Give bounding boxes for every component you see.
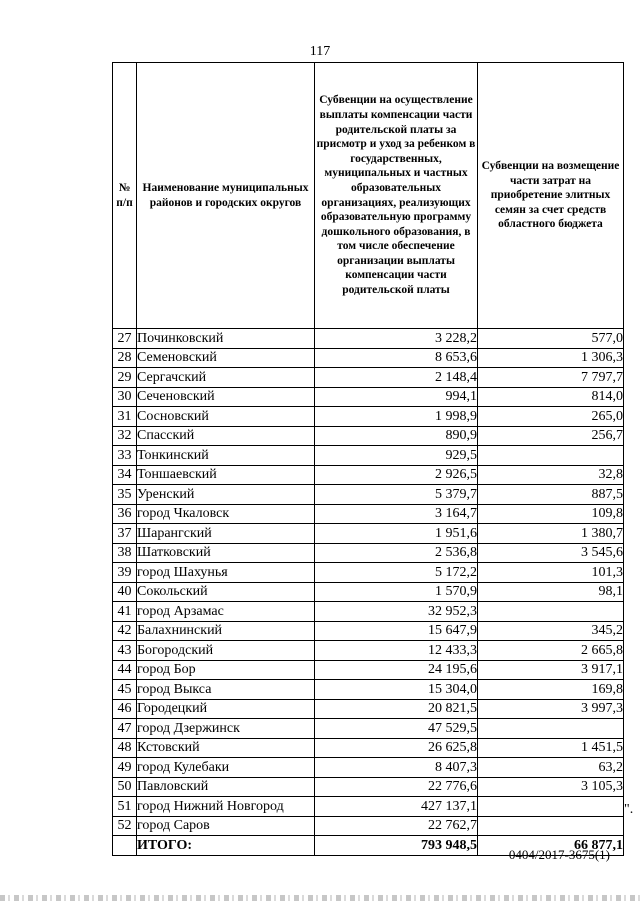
municipality-name: город Нижний Новгород: [137, 797, 315, 817]
municipality-name: Шатковский: [137, 543, 315, 563]
parental-fee-subsidy-value: 3 164,7: [315, 504, 478, 524]
parental-fee-subsidy-value: 20 821,5: [315, 699, 478, 719]
table-row: [113, 719, 624, 739]
municipality-name: Балахнинский: [137, 621, 315, 641]
parental-fee-subsidy-value: 2 536,8: [315, 543, 478, 563]
municipality-name: Починковский: [137, 329, 315, 349]
scan-artifact-strip: [0, 895, 640, 901]
seed-subsidy-value: 32,8: [478, 465, 624, 485]
row-number: 32: [113, 426, 137, 446]
seed-subsidy-value: 3 997,3: [478, 699, 624, 719]
table-row: [113, 543, 624, 563]
table-row: [113, 621, 624, 641]
parental-fee-subsidy-value: 12 433,3: [315, 641, 478, 661]
table-row: [113, 797, 624, 817]
table-row: [113, 816, 624, 836]
parental-fee-subsidy-value: 15 304,0: [315, 680, 478, 700]
table-row: [113, 368, 624, 388]
seed-subsidy-value: [478, 602, 624, 622]
parental-fee-subsidy-value: 929,5: [315, 446, 478, 466]
municipality-name: город Чкаловск: [137, 504, 315, 524]
municipality-name: Тонкинский: [137, 446, 315, 466]
total-number-cell: [113, 836, 137, 856]
municipality-name: Кстовский: [137, 738, 315, 758]
parental-fee-subsidy-value: 47 529,5: [315, 719, 478, 739]
seed-subsidy-value: 109,8: [478, 504, 624, 524]
table-row: [113, 446, 624, 466]
row-number: 28: [113, 348, 137, 368]
table-row: [113, 777, 624, 797]
seed-subsidy-value: 101,3: [478, 563, 624, 583]
municipality-name: Семеновский: [137, 348, 315, 368]
closing-quote: ".: [624, 802, 634, 817]
header-municipality: Наименование муниципальных районов и городских округов: [137, 63, 315, 329]
seed-subsidy-value: 1 380,7: [478, 524, 624, 544]
row-number: 41: [113, 602, 137, 622]
row-number: 36: [113, 504, 137, 524]
parental-fee-subsidy-value: 5 379,7: [315, 485, 478, 505]
parental-fee-subsidy-value: 26 625,8: [315, 738, 478, 758]
row-number: 40: [113, 582, 137, 602]
seed-subsidy-value: 1 451,5: [478, 738, 624, 758]
seed-subsidy-value: 1 306,3: [478, 348, 624, 368]
table-row: [113, 602, 624, 622]
table-row: [113, 563, 624, 583]
seed-subsidy-value: 3 917,1: [478, 660, 624, 680]
municipality-name: город Кулебаки: [137, 758, 315, 778]
row-number: 35: [113, 485, 137, 505]
parental-fee-subsidy-value: 994,1: [315, 387, 478, 407]
row-number: 29: [113, 368, 137, 388]
parental-fee-subsidy-value: 8 407,3: [315, 758, 478, 778]
parental-fee-subsidy-value: 24 195,6: [315, 660, 478, 680]
table-row: [113, 758, 624, 778]
row-number: 30: [113, 387, 137, 407]
table-row: [113, 426, 624, 446]
row-number: 47: [113, 719, 137, 739]
municipality-name: Уренский: [137, 485, 315, 505]
parental-fee-subsidy-value: 22 762,7: [315, 816, 478, 836]
row-number: 27: [113, 329, 137, 349]
total-parental-fee-subsidy: 793 948,5: [315, 836, 478, 856]
municipality-name: Сокольский: [137, 582, 315, 602]
seed-subsidy-value: 3 105,3: [478, 777, 624, 797]
municipality-name: Сергачский: [137, 368, 315, 388]
seed-subsidy-value: 98,1: [478, 582, 624, 602]
header-seed-subsidy: Субвенции на возмещение части затрат на приобретение элитных семян за счет средств областного бюджета: [478, 63, 624, 329]
row-number: 33: [113, 446, 137, 466]
seed-subsidy-value: 265,0: [478, 407, 624, 427]
municipality-name: Сосновский: [137, 407, 315, 427]
row-number: 43: [113, 641, 137, 661]
row-number: 52: [113, 816, 137, 836]
row-number: 39: [113, 563, 137, 583]
table-row: [113, 348, 624, 368]
header-number: № п/п: [113, 63, 137, 329]
row-number: 51: [113, 797, 137, 817]
table-header-row: [113, 63, 624, 329]
table-row: [113, 738, 624, 758]
row-number: 45: [113, 680, 137, 700]
municipality-name: Богородский: [137, 641, 315, 661]
table-row: [113, 641, 624, 661]
table-row: [113, 504, 624, 524]
seed-subsidy-value: [478, 816, 624, 836]
parental-fee-subsidy-value: 22 776,6: [315, 777, 478, 797]
municipality-name: город Выкса: [137, 680, 315, 700]
total-seed-subsidy: 66 877,1: [478, 836, 624, 856]
parental-fee-subsidy-value: 3 228,2: [315, 329, 478, 349]
row-number: 37: [113, 524, 137, 544]
table-row: [113, 660, 624, 680]
seed-subsidy-value: [478, 446, 624, 466]
parental-fee-subsidy-value: 2 148,4: [315, 368, 478, 388]
municipality-name: Тоншаевский: [137, 465, 315, 485]
municipality-name: город Саров: [137, 816, 315, 836]
row-number: 34: [113, 465, 137, 485]
row-number: 31: [113, 407, 137, 427]
seed-subsidy-value: 63,2: [478, 758, 624, 778]
municipality-name: Павловский: [137, 777, 315, 797]
table-row: [113, 485, 624, 505]
municipality-name: Спасский: [137, 426, 315, 446]
table-row: [113, 699, 624, 719]
seed-subsidy-value: 7 797,7: [478, 368, 624, 388]
table-row: [113, 524, 624, 544]
table-body: [113, 329, 624, 836]
seed-subsidy-value: [478, 797, 624, 817]
header-parental-fee-subsidy: Субвенции на осуществление выплаты компенсации части родительской платы за присмотр и уход за ребенком в государственных, муниципальных и частных образовательных организациях, реализующих образовательную программу дошкольного образования, в том числе обеспечение организации выплаты компенсации части родительской платы: [315, 63, 478, 329]
row-number: 44: [113, 660, 137, 680]
seed-subsidy-value: 169,8: [478, 680, 624, 700]
seed-subsidy-value: 345,2: [478, 621, 624, 641]
municipality-name: город Арзамас: [137, 602, 315, 622]
table-row: [113, 407, 624, 427]
seed-subsidy-value: 577,0: [478, 329, 624, 349]
page-number: 117: [309, 44, 331, 59]
municipality-name: Городецкий: [137, 699, 315, 719]
table-row: [113, 329, 624, 349]
parental-fee-subsidy-value: 15 647,9: [315, 621, 478, 641]
parental-fee-subsidy-value: 5 172,2: [315, 563, 478, 583]
seed-subsidy-value: 3 545,6: [478, 543, 624, 563]
parental-fee-subsidy-value: 8 653,6: [315, 348, 478, 368]
subsidies-table: [112, 62, 624, 856]
seed-subsidy-value: 814,0: [478, 387, 624, 407]
row-number: 49: [113, 758, 137, 778]
table-row: [113, 387, 624, 407]
municipality-name: город Шахунья: [137, 563, 315, 583]
municipality-name: город Дзержинск: [137, 719, 315, 739]
table-row: [113, 465, 624, 485]
row-number: 48: [113, 738, 137, 758]
parental-fee-subsidy-value: 1 998,9: [315, 407, 478, 427]
table-row: [113, 680, 624, 700]
seed-subsidy-value: [478, 719, 624, 739]
parental-fee-subsidy-value: 427 137,1: [315, 797, 478, 817]
seed-subsidy-value: 256,7: [478, 426, 624, 446]
parental-fee-subsidy-value: 32 952,3: [315, 602, 478, 622]
table-row: [113, 582, 624, 602]
parental-fee-subsidy-value: 1 570,9: [315, 582, 478, 602]
parental-fee-subsidy-value: 2 926,5: [315, 465, 478, 485]
municipality-name: Шарангский: [137, 524, 315, 544]
municipality-name: Сеченовский: [137, 387, 315, 407]
parental-fee-subsidy-value: 1 951,6: [315, 524, 478, 544]
row-number: 38: [113, 543, 137, 563]
document-code: 0404/2017-3675(1): [508, 847, 610, 862]
row-number: 50: [113, 777, 137, 797]
row-number: 42: [113, 621, 137, 641]
total-label: ИТОГО:: [137, 836, 315, 856]
row-number: 46: [113, 699, 137, 719]
municipality-name: город Бор: [137, 660, 315, 680]
seed-subsidy-value: 887,5: [478, 485, 624, 505]
seed-subsidy-value: 2 665,8: [478, 641, 624, 661]
parental-fee-subsidy-value: 890,9: [315, 426, 478, 446]
